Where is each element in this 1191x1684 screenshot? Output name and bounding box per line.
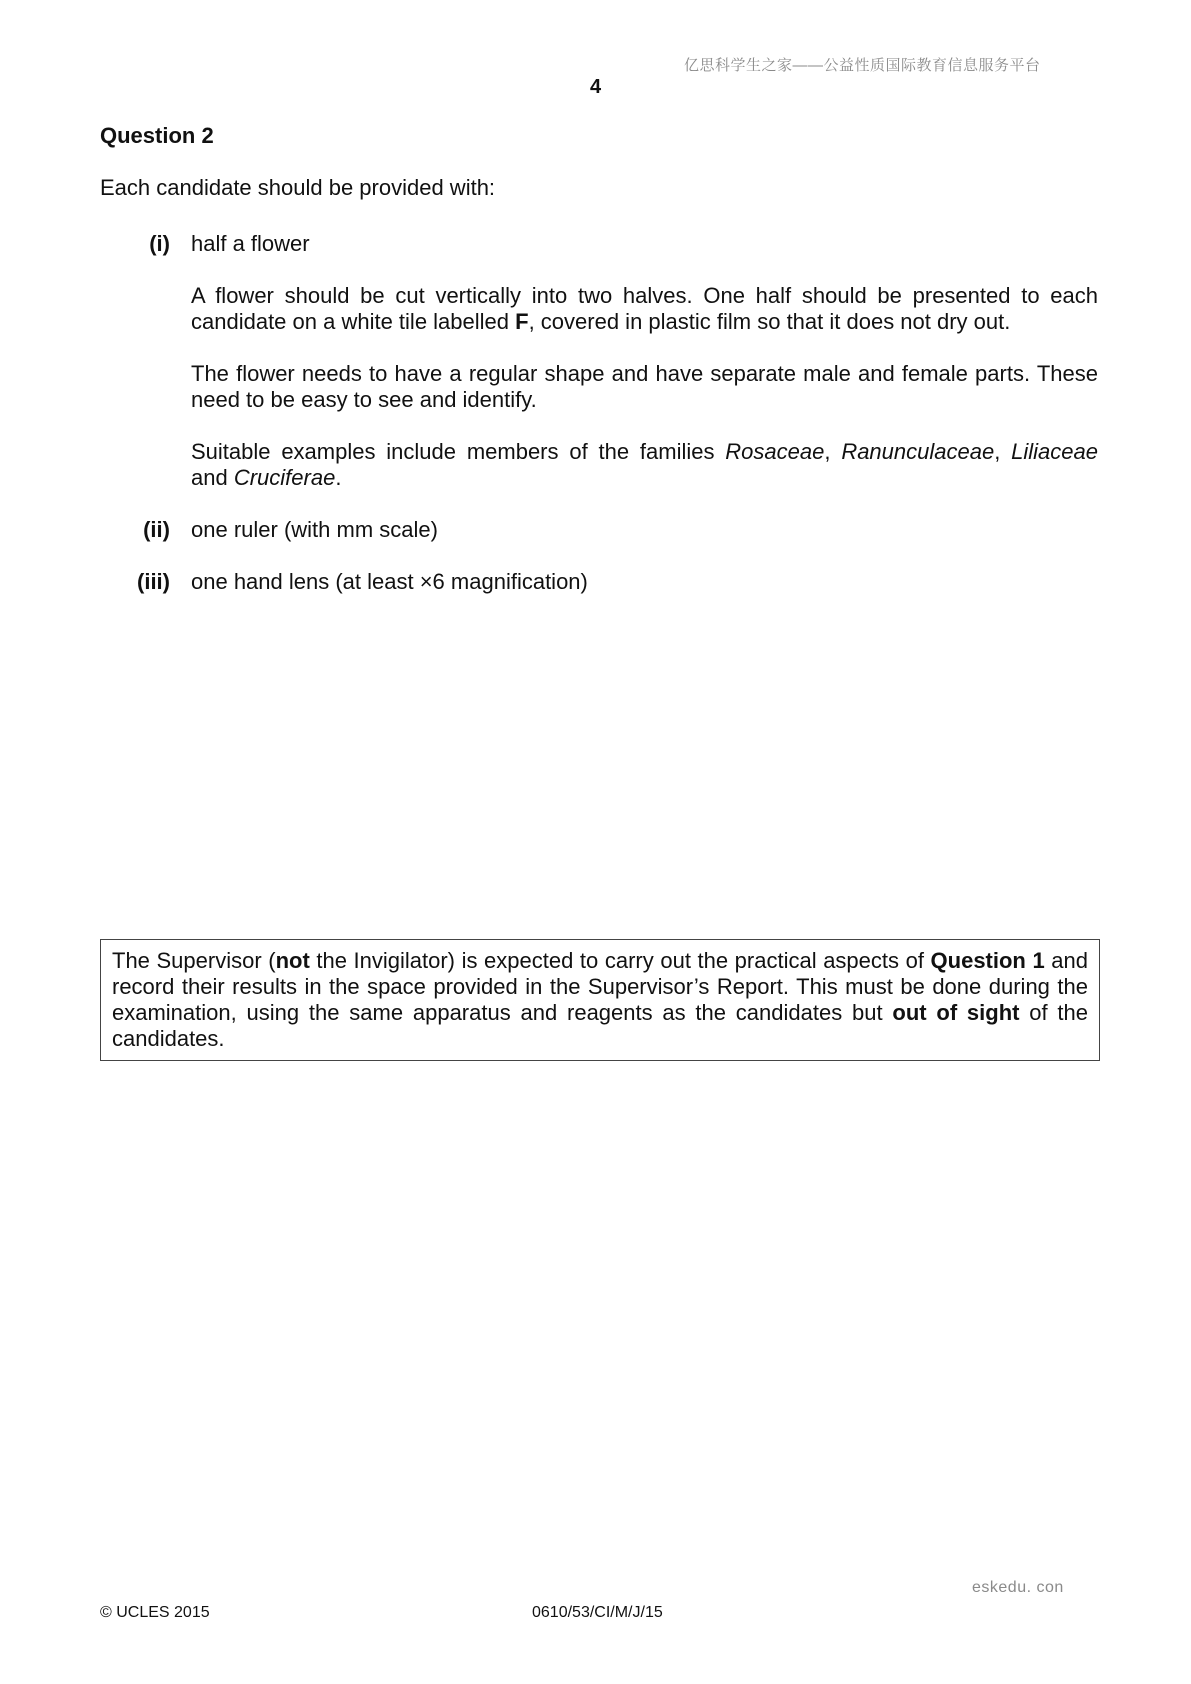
flower-cut-text-a: A flower should be cut vertically into two halves. One half should be presented to each candidate on a white tile labelled [191,283,1098,334]
item-text-ii: one ruler (with mm scale) [191,517,438,542]
question-title: Question 2 [100,123,214,148]
supervisor-notice-box [100,939,1100,1061]
notice-question-1: Question 1 [930,948,1045,973]
footer-copyright: © UCLES 2015 [100,1604,210,1621]
footer-site-watermark: eskedu. con [972,1579,1064,1596]
notice-text-c: the Invigilator) is expected to carry out the practical aspects of [309,948,931,973]
item-label-i: (i) [149,231,170,256]
item-label-iii: (iii) [137,569,170,594]
examples-text-a: Suitable examples include members of the families [191,439,726,464]
notice-out-of-sight: out of sight [892,1000,1020,1025]
family-cruciferae: Cruciferae [233,465,336,490]
flower-shape-paragraph: The flower needs to have a regular shape and have separate male and female parts. These need to be easy to see and identify. [191,361,1098,412]
notice-not: not [275,948,310,973]
page-number: 4 [589,76,602,98]
notice-text-g: of the candidates. [112,1000,1089,1051]
family-liliaceae: Liliaceae [1011,439,1098,464]
item-text-i: half a flower [191,231,310,256]
header-watermark: 亿思科学生之家——公益性质国际教育信息服务平台 [684,57,1041,74]
item-text-iii: one hand lens (at least ×6 magnification) [191,569,588,594]
examples-and: and [191,465,234,490]
examples-end: . [335,465,342,490]
footer-paper-code: 0610/53/CI/M/J/15 [532,1604,663,1621]
notice-text-e: and record their results in the space provided in the Supervisor’s Report. This must be done during the examination, using the same apparatus and reagents as the candidates but [112,948,1088,1025]
flower-cut-text-c: , covered in plastic film so that it does not dry out. [528,309,1011,334]
question-intro: Each candidate should be provided with: [100,175,496,200]
family-rosaceae: Rosaceae [725,439,825,464]
flower-cut-paragraph [191,283,1098,335]
flower-examples-paragraph [191,439,1098,491]
family-ranunculaceae: Ranunculaceae [841,439,995,464]
notice-text-a: The Supervisor ( [112,948,276,973]
examples-sep-2: , [994,439,1012,464]
tile-label-f: F [515,309,529,334]
item-label-ii: (ii) [143,517,170,542]
examples-sep-1: , [824,439,842,464]
